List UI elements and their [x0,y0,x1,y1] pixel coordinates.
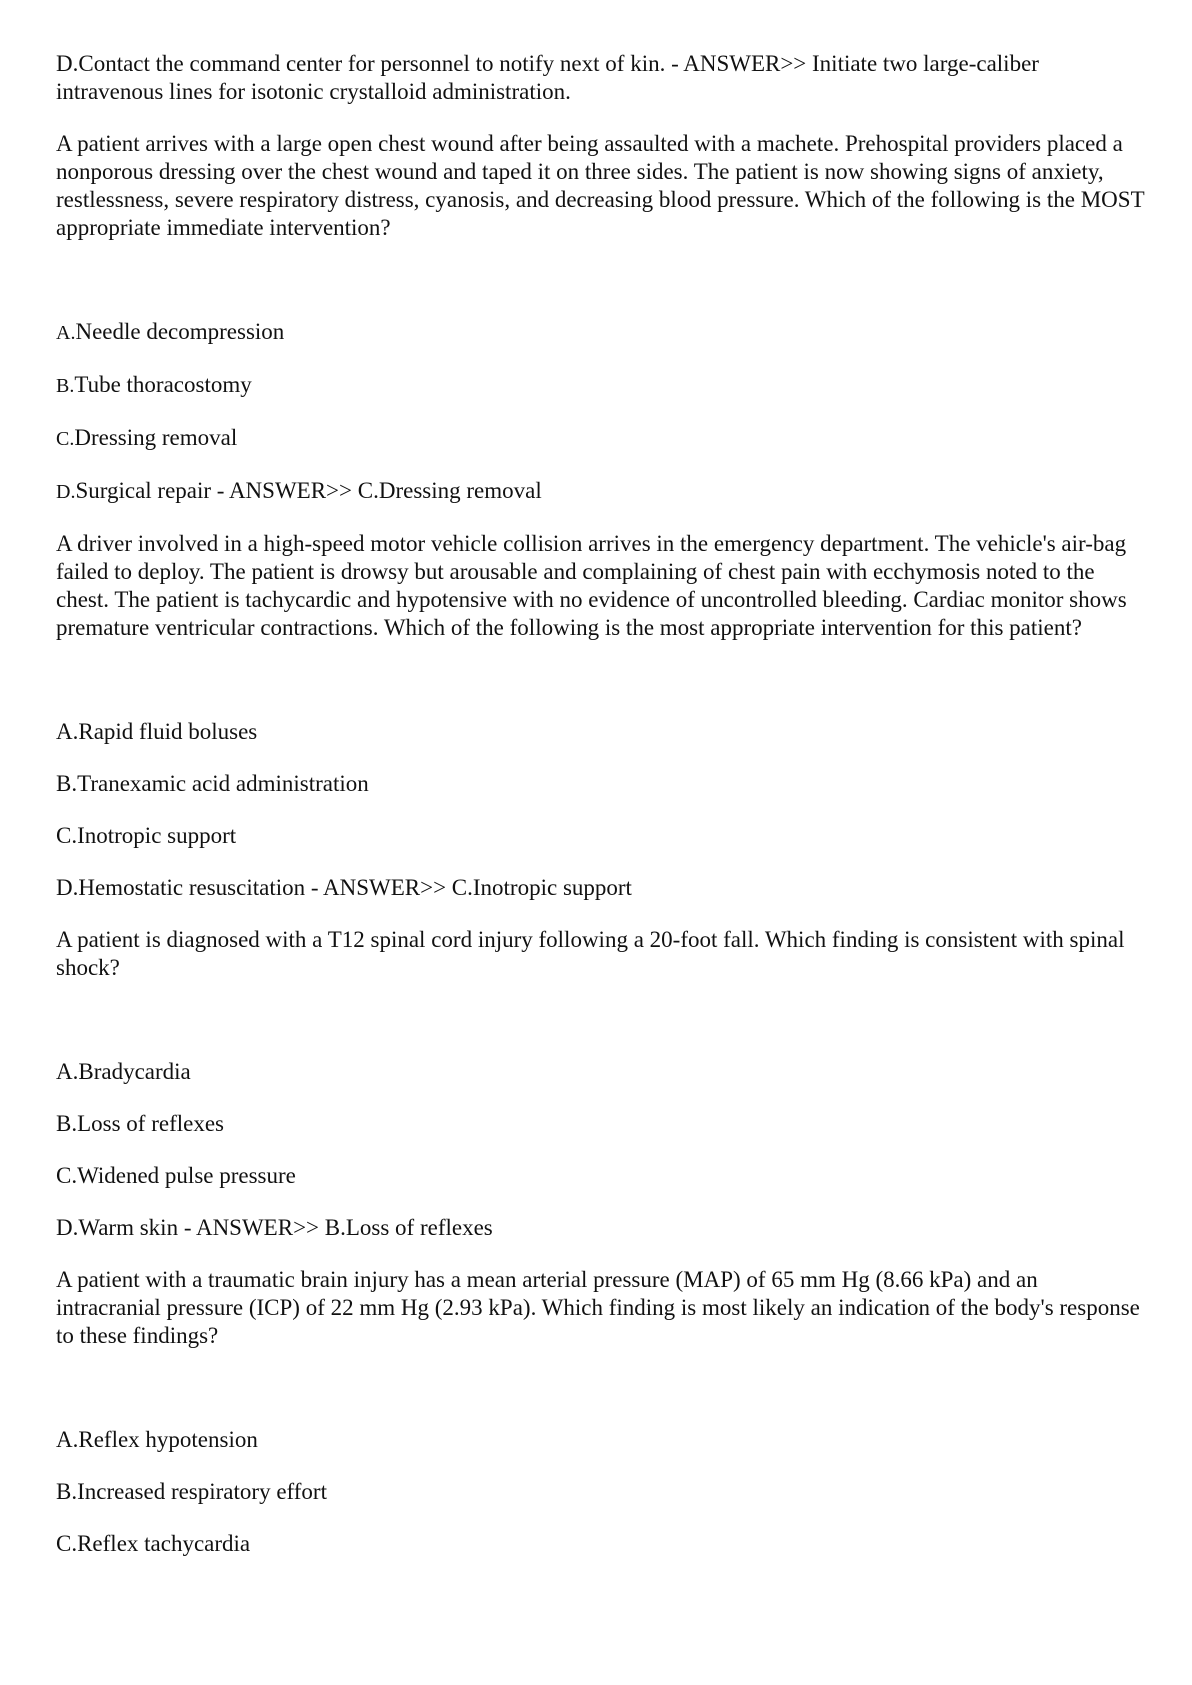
option-item: C.Widened pulse pressure [56,1163,296,1188]
option-item: B.Increased respiratory effort [56,1479,327,1504]
option-item: C.Inotropic support [56,823,237,848]
option-item: C.Reflex tachycardia [56,1531,251,1556]
option-item: A.Rapid fluid boluses [56,719,258,744]
option-text: Tube thoracostomy [74,372,252,397]
option-item [56,318,1146,347]
option-text: Dressing removal [74,425,238,450]
option-item: D.Hemostatic resuscitation - ANSWER>> C.Inotropic support [56,875,632,900]
document-page [56,50,1146,1582]
option-letter: D. [56,481,76,503]
option-item: A.Reflex hypotension [56,1427,258,1452]
option-text: Surgical repair - ANSWER>> C.Dressing removal [75,478,542,503]
option-item [56,371,1146,400]
option-letter: B. [56,375,75,397]
option-item [56,477,1146,506]
answer-paragraph: D.Contact the command center for personnel to notify next of kin. - ANSWER>> Initiate two large-caliber intravenous lines for isotonic crystalloid administration. [56,51,1039,104]
option-letter: A. [56,322,76,344]
question-text: A patient is diagnosed with a T12 spinal cord injury following a 20-foot fall. Which finding is consistent with spinal shock? [56,927,1125,980]
question-text: A patient arrives with a large open chest wound after being assaulted with a machete. Prehospital providers placed a nonporous dressing over the chest wound and taped it on three sides. The patient is now showing signs of anxiety, restlessness, severe respiratory distress, cyanosis, and decreasing blood pressure. Which of the following is the MOST appropriate immediate intervention? [56,131,1145,240]
option-item: B.Tranexamic acid administration [56,771,369,796]
option-item: D.Warm skin - ANSWER>> B.Loss of reflexes [56,1215,493,1240]
option-letter: C. [56,428,75,450]
option-text: Needle decompression [75,319,285,344]
question-text: A driver involved in a high-speed motor vehicle collision arrives in the emergency department. The vehicle's air-bag failed to deploy. The patient is drowsy but arousable and complaining of chest pain with ecchymosis noted to the chest. The patient is tachycardic and hypotensive with no evidence of uncontrolled bleeding. Cardiac monitor shows premature ventricular contractions. Which of the following is the most appropriate intervention for this patient? [56,531,1127,640]
option-item: B.Loss of reflexes [56,1111,224,1136]
question-text: A patient with a traumatic brain injury has a mean arterial pressure (MAP) of 65 mm Hg (8.66 kPa) and an intracranial pressure (ICP) of 22 mm Hg (2.93 kPa). Which finding is most likely an indication of the body's response to these findings? [56,1267,1140,1348]
option-item [56,424,1146,453]
option-item: A.Bradycardia [56,1059,191,1084]
